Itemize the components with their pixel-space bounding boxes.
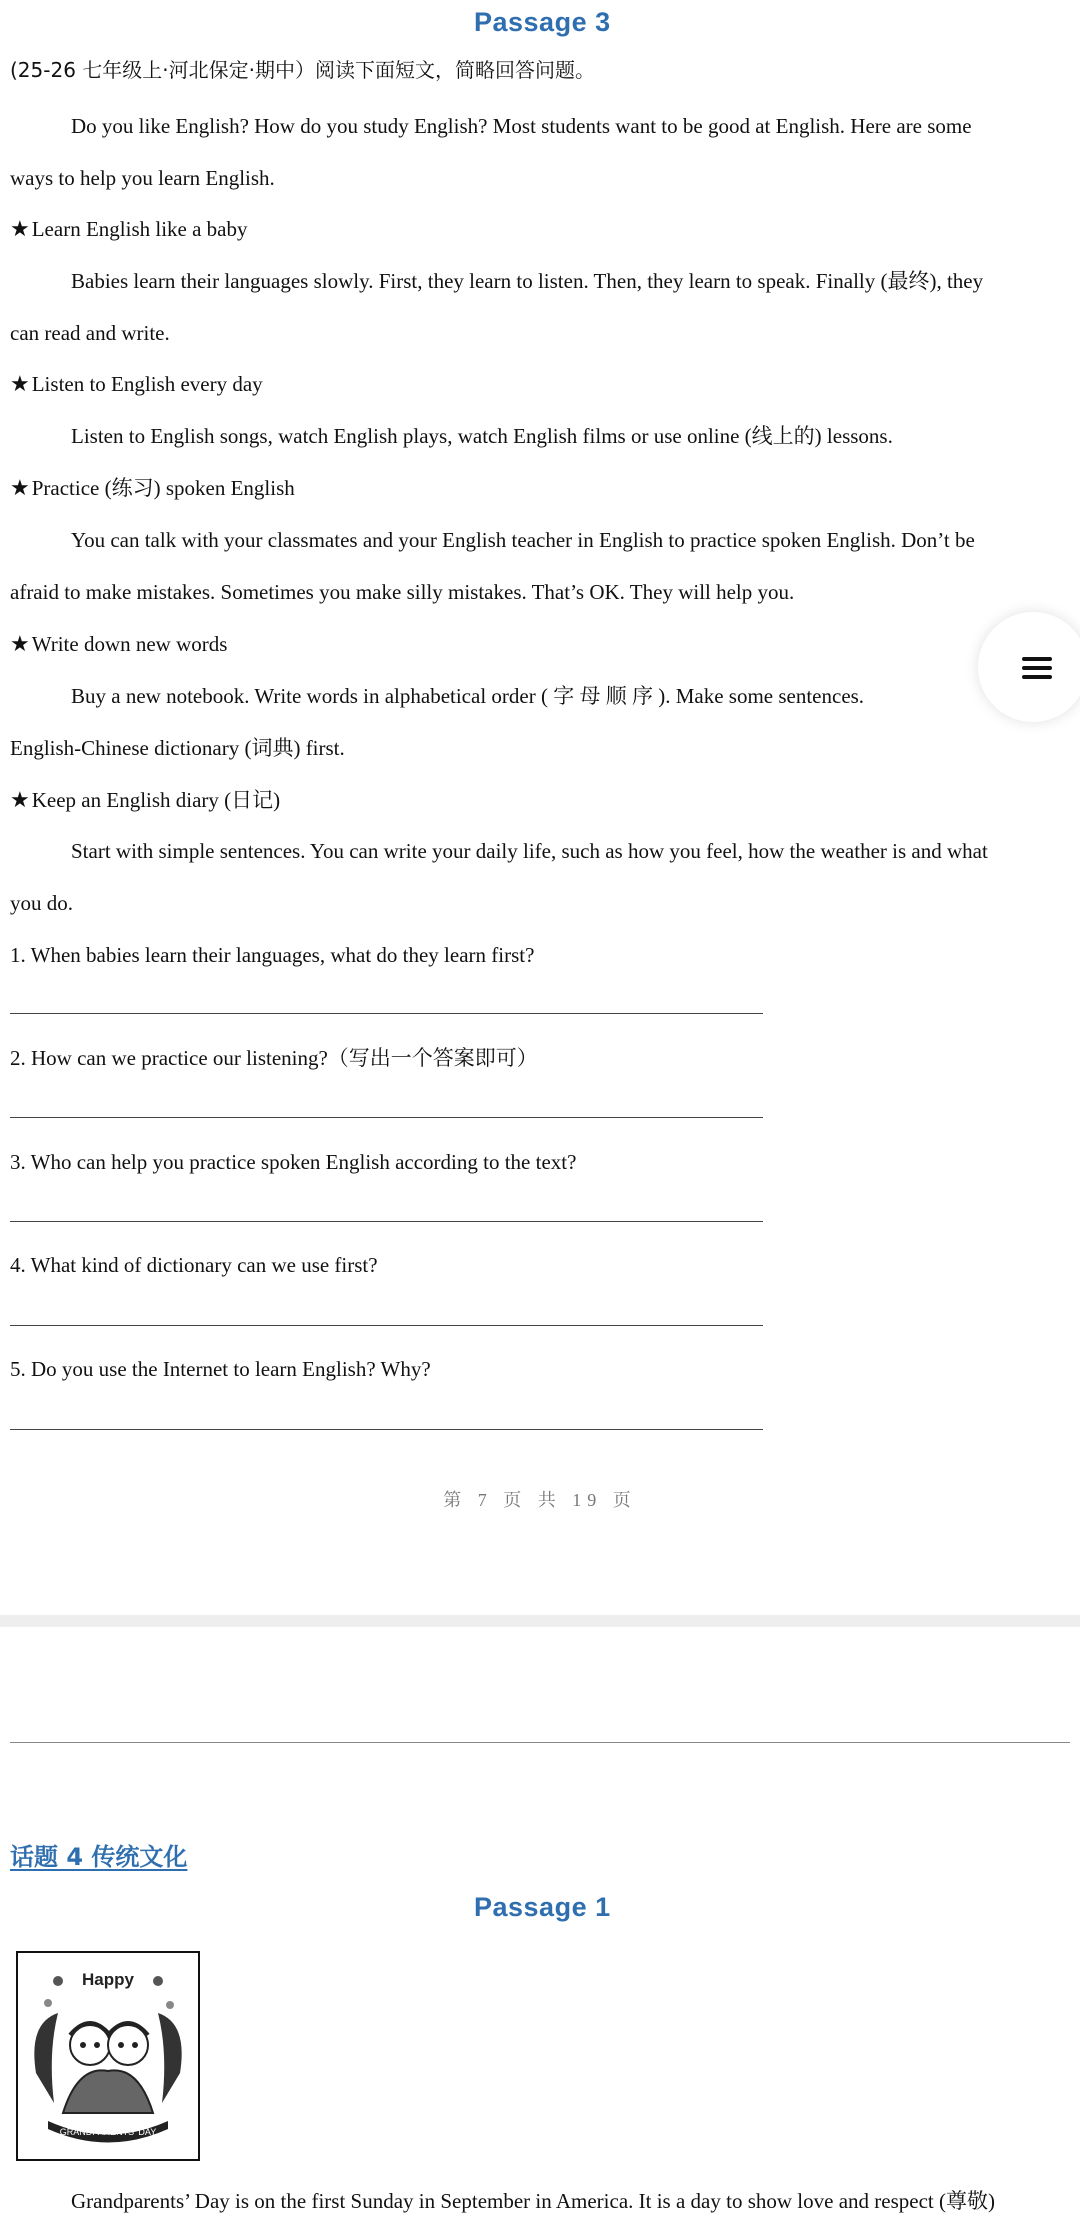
- star-icon: ★: [10, 217, 30, 242]
- section3-line-2: afraid to make mistakes. Sometimes you make silly mistakes. That’s OK. They will help you.: [10, 580, 795, 604]
- question-2: 2. How can we practice our listening?（写出一个答案即可）: [10, 1046, 538, 1070]
- section-heading-3: ★Practice (练习) spoken English: [10, 476, 295, 501]
- section-heading-5: ★Keep an English diary (日记): [10, 788, 281, 813]
- passage-title-2: Passage 1: [474, 1892, 611, 1922]
- intro-line-2: ways to help you learn English.: [10, 166, 275, 190]
- header-rule: [10, 1742, 1070, 1743]
- section1-line-1: Babies learn their languages slowly. First, they learn to listen. Then, they learn to speak. Finally (最终), they: [71, 269, 984, 293]
- section4-line-2: English-Chinese dictionary (词典) first.: [10, 736, 345, 760]
- question-1: 1. When babies learn their languages, what do they learn first?: [10, 943, 535, 967]
- answer-line-4[interactable]: [10, 1325, 763, 1326]
- menu-button[interactable]: [978, 612, 1080, 722]
- section5-line-1: Start with simple sentences. You can write your daily life, such as how you feel, how the weather is and what: [71, 839, 988, 863]
- intro-line-1: Do you like English? How do you study English? Most students want to be good at English. Here are some: [71, 114, 972, 138]
- answer-line-5[interactable]: [10, 1429, 763, 1430]
- section-heading-2: ★Listen to English every day: [10, 372, 263, 397]
- section3-line-1: You can talk with your classmates and your English teacher in English to practice spoken English. Don’t be: [71, 528, 975, 552]
- answer-line-2[interactable]: [10, 1117, 763, 1118]
- grandparents-day-caption: GRANDPARENTS' DAY: [59, 2127, 157, 2137]
- topic-heading: 话题 4 传统文化: [10, 1843, 188, 1871]
- passage1-first-line: Grandparents’ Day is on the first Sunday in September in America. It is a day to show love and respect (尊敬): [71, 2189, 995, 2213]
- page-footer: 第 7 页 共 19 页: [443, 1490, 637, 1510]
- grandparents-day-picture: [16, 1951, 200, 2161]
- section4-line-1: Buy a new notebook. Write words in alphabetical order ( 字 母 顺 序 ). Make some sentences.: [71, 684, 865, 708]
- instruction: (25-26 七年级上·河北保定·期中）阅读下面短文，简略回答问题。: [10, 58, 595, 82]
- answer-line-1[interactable]: [10, 1013, 763, 1014]
- answer-line-3[interactable]: [10, 1221, 763, 1222]
- grandparents-illustration: [18, 1953, 198, 2159]
- question-4: 4. What kind of dictionary can we use first?: [10, 1253, 378, 1277]
- section5-line-2: you do.: [10, 891, 73, 915]
- section-heading-1: ★Learn English like a baby: [10, 217, 248, 242]
- star-icon: ★: [10, 372, 30, 397]
- page-separator: [0, 1615, 1080, 1627]
- section-heading-4: ★Write down new words: [10, 632, 228, 657]
- section2-line-1: Listen to English songs, watch English plays, watch English films or use online (线上的) lessons.: [71, 424, 893, 448]
- question-5: 5. Do you use the Internet to learn English? Why?: [10, 1357, 431, 1381]
- section1-line-2: can read and write.: [10, 321, 170, 345]
- star-icon: ★: [10, 788, 30, 813]
- question-3: 3. Who can help you practice spoken English according to the text?: [10, 1150, 577, 1174]
- star-icon: ★: [10, 632, 30, 657]
- star-icon: ★: [10, 476, 30, 501]
- passage-title: Passage 3: [474, 7, 611, 37]
- happy-caption: Happy: [82, 1970, 134, 1989]
